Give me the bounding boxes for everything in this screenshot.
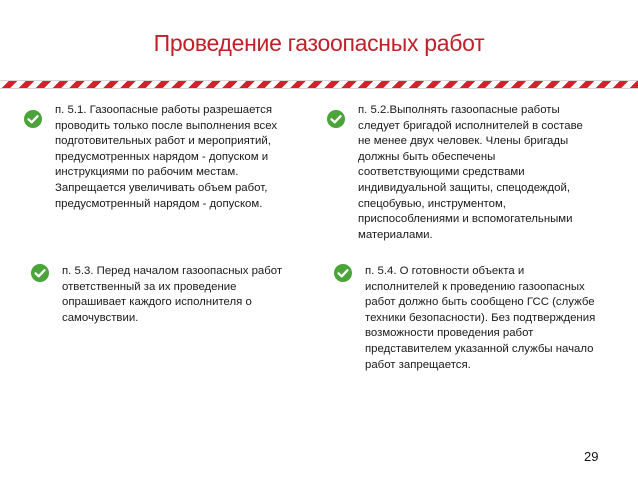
check-icon	[24, 110, 42, 128]
rule-5-2-text: п. 5.2.Выполнять газоопасные работы следует бригадой исполнителей в составе не менее двух человек. Члены бригады должны быть обеспечены соответствующими средствами индивидуальной защиты, спецодеждой, спецобувью, инструментом, приспособлениями и вспомогательными материалами.	[358, 104, 583, 241]
check-icon	[31, 264, 49, 282]
page-title: Проведение газоопасных работ	[153, 30, 485, 56]
check-icon	[334, 264, 352, 282]
rule-5-1-text: п. 5.1. Газоопасные работы разрешается проводить только после выполнения всех подготовительных работ и мероприятий, предусмотренных нарядом - допуском и инструкциями по рабочим местам. Запрещается увеличивать объем работ, предусмотренный нарядом - допуском.	[55, 104, 278, 210]
striped-divider	[0, 80, 638, 89]
check-icon	[327, 110, 345, 128]
page-number: 29	[584, 449, 599, 464]
rule-5-4-text: п. 5.4. О готовности объекта и исполнителей к проведению газоопасных работ должно быть сообщено ГСС (службе техники безопасности). Без подтверждения возможности проведения работ представителем указанной службы начало работ запрещается.	[365, 265, 596, 371]
rule-5-3-text: п. 5.3. Перед началом газоопасных работ ответственный за их проведение опрашивает каждого исполнителя о самочувствии.	[62, 265, 283, 324]
